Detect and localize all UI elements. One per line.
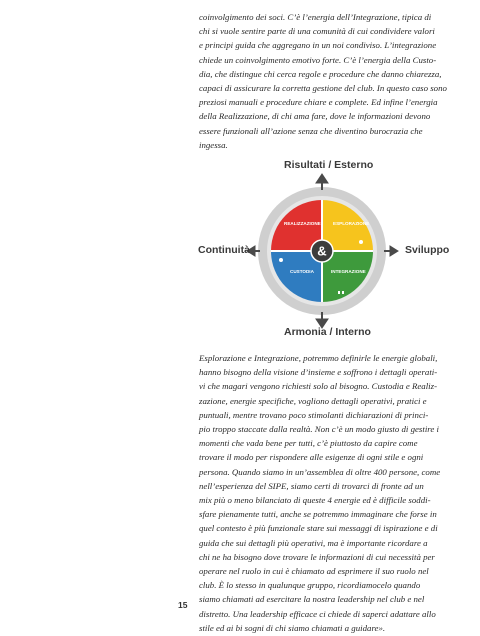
label-continuity: Continuità xyxy=(198,244,250,256)
text-line: zazione, energie specifiche, vogliono dettagli operativi, pratici e xyxy=(199,395,427,406)
text-line: puntuali, mentre trovano poco stimolanti dichiarazioni di princi- xyxy=(199,409,429,420)
text-line: stile ed ai bi sogni di chi siamo chiamati a guidare». xyxy=(199,622,386,633)
text-line: momenti che vada bene per tutti, c’è piuttosto da capire come xyxy=(199,438,418,449)
text-line: dia, che distingue chi cerca regole e procedure che danno chiarezza, xyxy=(199,68,442,79)
text-line: Esplorazione e Integrazione, potremmo definirle le energie globali, xyxy=(199,353,438,363)
arrow-up-icon xyxy=(316,174,328,183)
paragraph-top xyxy=(199,10,465,152)
quadrant-label-custodia: CUSTODIA xyxy=(290,269,314,274)
text-line: distretto. Una leadership efficace ci chiede di saperci adattare allo xyxy=(199,608,436,619)
label-harmony-internal: Armonia / Interno xyxy=(284,326,371,338)
label-development: Sviluppo xyxy=(405,244,450,256)
text-line: essere funzionali all’azione senza che diventino burocrazia che xyxy=(199,125,423,136)
integrazione-mark-icon-2 xyxy=(342,291,344,294)
text-line: e principi guida che aggregano in un noi condiviso. L’integrazione xyxy=(199,40,437,51)
text-line: della Realizzazione, di chi ama fare, dove le informazioni devono xyxy=(199,111,431,122)
label-results-external: Risultati / Esterno xyxy=(284,159,374,171)
text-line: mix più o meno bilanciato di queste 4 energie ed è difficile soddi- xyxy=(199,495,431,506)
text-line: vi che magari vengono richiesti solo al bisogno. Custodia e Realiz- xyxy=(199,381,438,392)
text-line: chiede un coinvolgimento emotivo forte. C’è l’energia della Custo- xyxy=(199,54,437,65)
arrow-right-icon xyxy=(390,246,398,256)
esplorazione-mark-icon xyxy=(359,240,363,244)
text-line: persona. Quando siamo in un’assemblea di oltre 400 persone, come xyxy=(199,466,441,477)
text-line: pio troppo staccate dalla realtà. Non c’è un modo giusto di gestire i xyxy=(199,424,439,435)
paragraph-bottom xyxy=(199,351,465,635)
page-number: 15 xyxy=(178,600,188,610)
quadrant-label-realizzazione: REALIZZAZIONE xyxy=(284,221,321,226)
text-line: operare nel ruolo in cui è chiamato ad esprimere il suo ruolo nel xyxy=(199,566,429,577)
text-line: chi ne ha bisogno dove trovare le informazioni di cui necessità per xyxy=(199,551,435,562)
text-line: quel contesto è più funzionale stare sui messaggi di ispirazione e di xyxy=(199,523,438,534)
text-line: club. È lo stesso in qualunque gruppo, ricordiamocelo quando xyxy=(199,580,421,591)
custodia-mark-icon xyxy=(279,258,283,262)
energy-diagram xyxy=(198,158,468,340)
text-line: hanno bisogno della visione d’insieme e soffrono i dettagli operati- xyxy=(199,367,438,378)
text-line: chi si vuole sentire parte di una comunità di cui condividere valori xyxy=(199,26,435,37)
text-line: siamo chiamati ad esercitare la nostra leadership nel club e nel xyxy=(199,594,425,605)
text-line: guida che sui dettagli più operativi, ma è importante ricordare a xyxy=(199,537,428,548)
text-line: preziosi manuali e procedure chiare e complete. Ed infine l’energia xyxy=(199,97,438,108)
text-line: trovare il modo per rispondere alle esigenze di ogni stile e ogni xyxy=(199,452,424,463)
text-line: capaci di assicurare la corretta gestione del club. In questo caso sono xyxy=(199,83,447,94)
text-line: ingessa. xyxy=(199,139,228,150)
text-line: sfare pienamente tutti, anche se potremmo immaginare che forse in xyxy=(199,509,437,520)
center-ampersand: & xyxy=(317,243,327,259)
text-line: coinvolgimento dei soci. C’è l’energia dell’Integrazione, tipica di xyxy=(199,12,432,22)
integrazione-mark-icon xyxy=(338,291,340,294)
quadrant-label-esplorazione: ESPLORAZIONE xyxy=(333,221,370,226)
text-line: nell’esperienza del SIPE, siamo certi di trovarci di fronte ad un xyxy=(199,480,424,491)
quadrant-label-integrazione: INTEGRAZIONE xyxy=(331,269,366,274)
